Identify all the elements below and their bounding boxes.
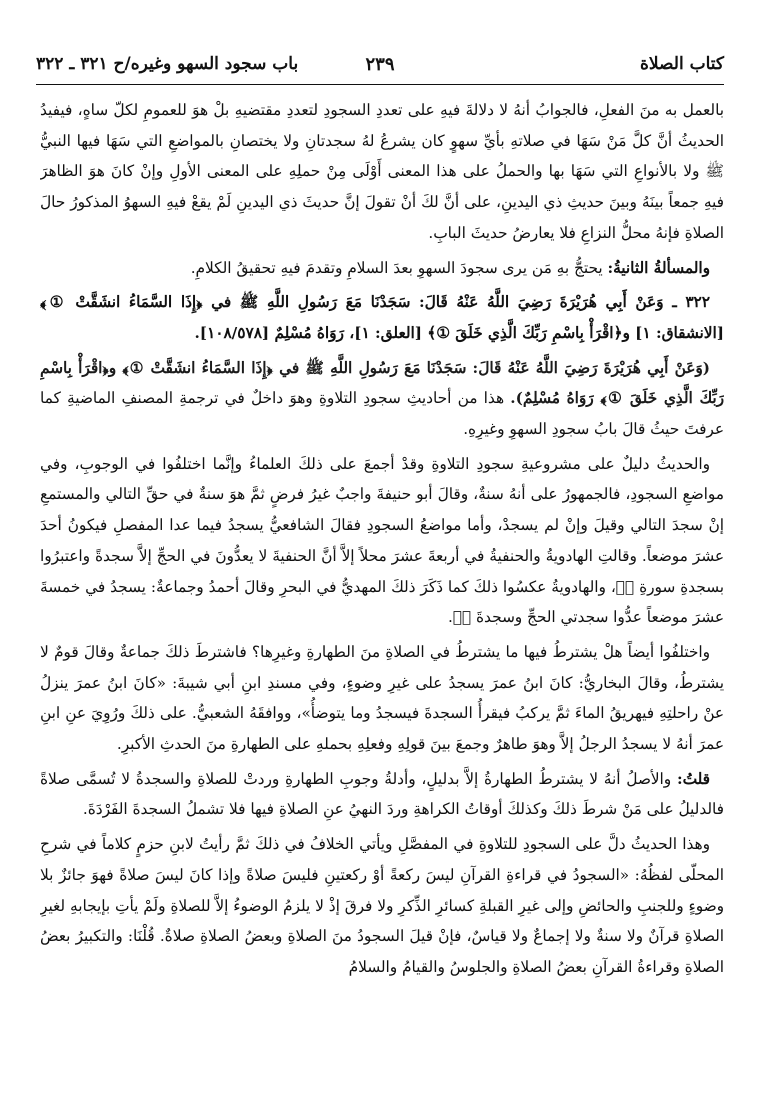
hadith-322: ٣٢٢ ـ وَعَنْ أَبِي هُرَيْرَةَ رَضِيَ اللَّهُ عَنْهُ قَالَ: سَجَدْنَا مَعَ رَسُولِ اللَّهِ ﷺ في ﴿إِذَا السَّمَاءُ انشَقَّتْ ①﴾ [الانشقاق: ١] و﴿اقْرَأْ بِاسْمِ رَبِّكَ الَّذِي خَلَقَ ①﴾ [العلق: ١]، رَوَاهُ مُسْلِمٌ [١٠٨/٥٧٨].: [40, 293, 724, 342]
page-header: [36, 44, 724, 84]
paragraph-1: بالعمل به منَ الفعلِ، فالجوابُ أنهُ لا دلالةَ فيهِ على تعددِ السجودِ لتعددِ مقتضيهِ بلْ هوَ للعمومِ لكلّ ساهٍ، فيفيدُ الحديثُ أنَّ كلَّ مَنْ سَهَا في صلاتهِ بأيِّ سهوٍ كان يشرعُ لهُ سجدتانِ ولا يختصانِ بالمواضعِ التي سَهَا فيها النبيُّ ﷺ ولا بالأنواعِ التي سَهَا بها والحملُ على هذا المعنى أَوْلَى مِنْ حملِهِ على المعنى الأولِ وإنْ كانَ هوَ الظاهرَ فيهِ جمعاً بينَهُ وبينَ حديثِ ذي اليدينِ، على أنَّ لكَ أنْ تقولَ إنَّ حديثَ ذي اليدينِ لَمْ يقعْ فيهِ السهوُ المذكورُ حالَ الصلاةِ فإنهُ محلُّ النزاعِ فلا يعارضُ حديثَ البابِ.: [40, 101, 724, 242]
page-body: [40, 95, 724, 1097]
paragraph-4: (وَعَنْ أَبِي هُرَيْرَةَ رَضِيَ اللَّهُ عَنْهُ قَالَ: سَجَدْنَا مَعَ رَسُولِ اللَّهِ ﷺ في ﴿إِذَا السَّمَاءُ انشَقَّتْ ①﴾ و﴿اقْرَأْ بِاسْمِ رَبِّكَ الَّذِي خَلَقَ ①﴾ رَوَاهُ مُسْلِمٌ). هذا من أحاديثِ سجودِ التلاوةِ وهوَ داخلٌ في ترجمةِ المصنفِ الماضيةِ كما عرفتَ حيثُ قالَ بابُ سجودِ السهوِ وغيرِهِ.: [40, 358, 724, 439]
chapter-title: باب سجود السهو وغيره/ح ٣٢١ ـ ٣٢٢: [36, 54, 299, 74]
paragraph-2: والمسألةُ الثانيةُ: يحتجُّ بهِ مَن يرى سجودَ السهوِ بعدَ السلامِ وتقدمَ فيهِ تحقيقُ الكلامِ.: [190, 258, 710, 277]
paragraph-6: واختلفُوا أيضاً هلْ يشترطُ فيها ما يشترطُ في الصلاةِ منَ الطهارةِ وغيرِها؟ فاشترطَ ذلكَ جماعةٌ وقالَ قومٌ لا يشترطُ، وقالَ البخاريُّ: كانَ ابنُ عمرَ يسجدُ على غيرِ وضوءٍ، وفي مسندِ ابنِ أبي شيبةَ: «كانَ ابنُ عمرَ ينزلُ عنْ راحلتِهِ فيهريقُ الماءَ ثمَّ يركبُ فيقرأُ السجدةَ فيسجدُ وما يتوضأُ»، ووافقَهُ الشعبيُّ. على ذلكَ ورُوِيَ عنِ ابنِ عمرَ أنهُ لا يسجدُ الرجلُ إلاَّ وهوَ طاهرٌ وجمعَ بينَ قولِهِ وفعلِهِ بحملهِ على الطهارةِ منَ الحدثِ الأكبرِ.: [40, 642, 724, 754]
paragraph-7: قلتُ: والأصلُ أنهُ لا يشترطُ الطهارةُ إلاَّ بدليلٍ، وأدلةُ وجوبِ الطهارةِ وردتْ للصلاةِ والسجدةُ لا تُسمَّى صلاةً فالدليلُ على مَنْ شرطَ ذلكَ وكذلكَ أوقاتُ الكراهةِ وردَ النهيُ عنِ الصلاةِ فيها فلا تشملُ السجدةَ الفَرْدَةَ.: [40, 769, 724, 819]
page-number: ٢٣٩: [365, 54, 395, 75]
book-title: كتاب الصلاة: [639, 54, 724, 74]
header-divider: [36, 84, 724, 85]
paragraph-8: وهذا الحديثُ دلَّ على السجودِ للتلاوةِ في المفصَّلِ ويأتي الخلافُ في ذلكَ ثمَّ رأيتُ لابنِ حزمٍ كلاماً في شرحِ المحلّى لفظُهُ: «السجودُ في قراءةِ القرآنِ ليسَ ركعةً أوْ ركعتينِ فليسَ صلاةً وإذا كانَ ليسَ صلاةً فهوَ جائزٌ بلا وضوءٍ وللجنبِ والحائضِ وإلى غيرِ القبلةِ كسائرِ الذِّكرِ ولا فرقَ إذْ لا يلزمُ الوضوءُ إلاَّ للصلاةِ ولَمْ يأتِ بإيجابهِ لغيرِ الصلاةِ قرآنٌ ولا سنةٌ ولا إجماعٌ ولا قياسٌ، فإنْ قيلَ السجودُ منَ الصلاةِ وبعضُ الصلاةِ صلاةٌ. قُلْنَا: والتكبيرُ بعضُ الصلاةِ وقراءةُ القرآنِ بعضُ الصلاةِ والجلوسُ والقيامُ والسلامُ: [40, 835, 724, 976]
paragraph-5: والحديثُ دليلٌ على مشروعيةِ سجودِ التلاوةِ وقدْ أجمعَ على ذلكَ العلماءُ وإنَّما اختلفُوا في الوجوبِ، وفي مواضعِ السجودِ، فالجمهورُ على أنهُ سنةٌ، وقالَ أبو حنيفةَ واجبٌ غيرُ فرضٍ ثمَّ هوَ سنةٌ في حقِّ التالي والمستمعِ إنْ سجدَ التالي وقيلَ وإنْ لم يسجدْ، وأما مواضعُ السجودِ فقالَ الشافعيُّ يسجدُ فيما عدا المفصلِ فيكونُ أحدَ عشرَ موضعاً. وقالتِ الهادويةُ والحنفيةُ في أربعةَ عشرَ محلاً إلاَّ أنَّ الحنفيةَ لا يعدُّونَ في الحجِّ إلاَّ سجدةً واعتبرُوا بسجدةِ سورةِ صۤ، والهادويةُ عكسُوا ذلكَ كما ذَكَرَ ذلكَ المهديُّ في البحرِ وقالَ أحمدُ وجماعةٌ: يسجدُ في خمسةَ عشرَ موضعاً عدُّوا سجدتي الحجِّ وسجدةَ صۤ.: [40, 454, 724, 627]
